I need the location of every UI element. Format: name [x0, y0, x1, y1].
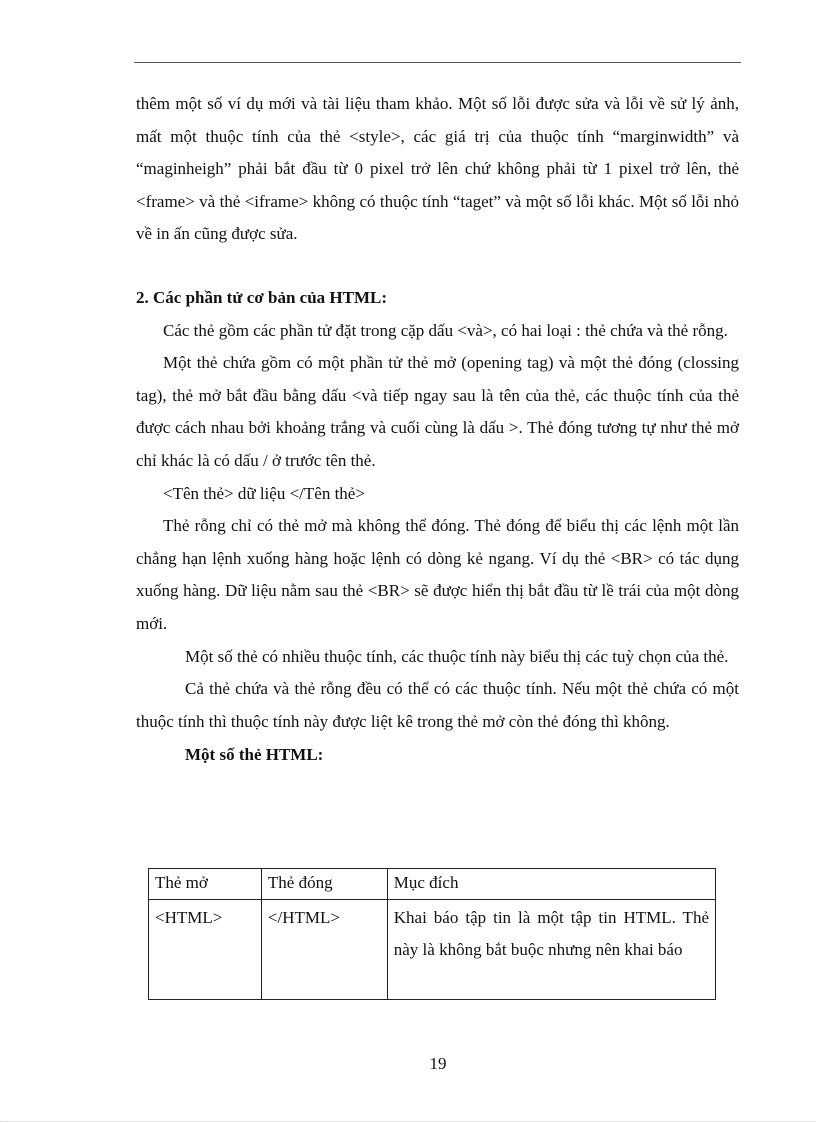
table-cell-purpose: Khai báo tập tin là một tập tin HTML. Thẻ này là không bắt buộc nhưng nên khai báo [387, 900, 715, 1000]
table-cell-open-tag: <HTML> [149, 900, 262, 1000]
page-number: 19 [429, 1054, 447, 1073]
tag-syntax-example: <Tên thẻ> dữ liệu </Tên thẻ> [163, 483, 365, 503]
table-cell-close-tag: </HTML> [261, 900, 387, 1000]
table-header-row [149, 869, 716, 900]
paragraph-empty-tag: Thẻ rỗng chỉ có thẻ mở mà không thể đóng. Thẻ đóng để biểu thị các lệnh một lần chẳng hạn lệnh xuống hàng hoặc lệnh có dòng kẻ ngang. Ví dụ thẻ <BR> có tác dụng xuống hàng. Dữ liệu nằm sau thẻ <BR> sẽ được hiển thị bắt đầu từ lề trái của một dòng mới. [136, 516, 739, 633]
paragraph-container-tag: Một thẻ chứa gồm có một phần tử thẻ mở (opening tag) và một thẻ đóng (clossing tag), thẻ mở bắt đầu bằng dấu <và tiếp ngay sau là tên của thẻ, các thuộc tính của thẻ được cách nhau bởi khoảng trắng và cuối cùng là dấu >. Thẻ đóng tương tự như thẻ mở chỉ khác là có dấu / ở trước tên thẻ. [136, 353, 739, 470]
page-bottom-edge [0, 1121, 816, 1122]
intro-paragraph: thêm một số ví dụ mới và tài liệu tham khảo. Một số lỗi được sửa và lỗi về sử lý ảnh, mất một thuộc tính của thẻ <style>, các giá trị của thuộc tính “marginwidth” và “maginheigh” phải bắt đầu từ 0 pixel trở lên chứ không phải từ 1 pixel trở lên, thẻ <frame> và thẻ <iframe> không có thuộc tính “taget” và một số lỗi khác. Một số lỗi nhỏ về in ấn cũng được sửa. [136, 94, 739, 244]
section-heading: 2. Các phần tử cơ bản của HTML: [136, 287, 388, 307]
paragraph-attributes-both: Cả thẻ chứa và thẻ rỗng đều có thể có các thuộc tính. Nếu một thẻ chứa có một thuộc tính thì thuộc tính này được liệt kê trong thẻ mở còn thẻ đóng thì không. [136, 679, 739, 731]
table-title: Một số thẻ HTML: [185, 745, 324, 765]
paragraph-tags-types: Các thẻ gồm các phần tử đặt trong cặp dấu <và>, có hai loại : thẻ chứa và thẻ rỗng. [163, 320, 728, 340]
table-header-cell: Mục đích [387, 869, 715, 900]
body-text [136, 88, 739, 772]
table-header-cell: Thẻ mở [149, 869, 262, 900]
html-tags-table [148, 868, 716, 1000]
header-rule [134, 62, 741, 63]
paragraph-attributes: Một số thẻ có nhiều thuộc tính, các thuộc tính này biểu thị các tuỳ chọn của thẻ. [185, 646, 729, 666]
table-row [149, 900, 716, 1000]
table-header-cell: Thẻ đóng [261, 869, 387, 900]
